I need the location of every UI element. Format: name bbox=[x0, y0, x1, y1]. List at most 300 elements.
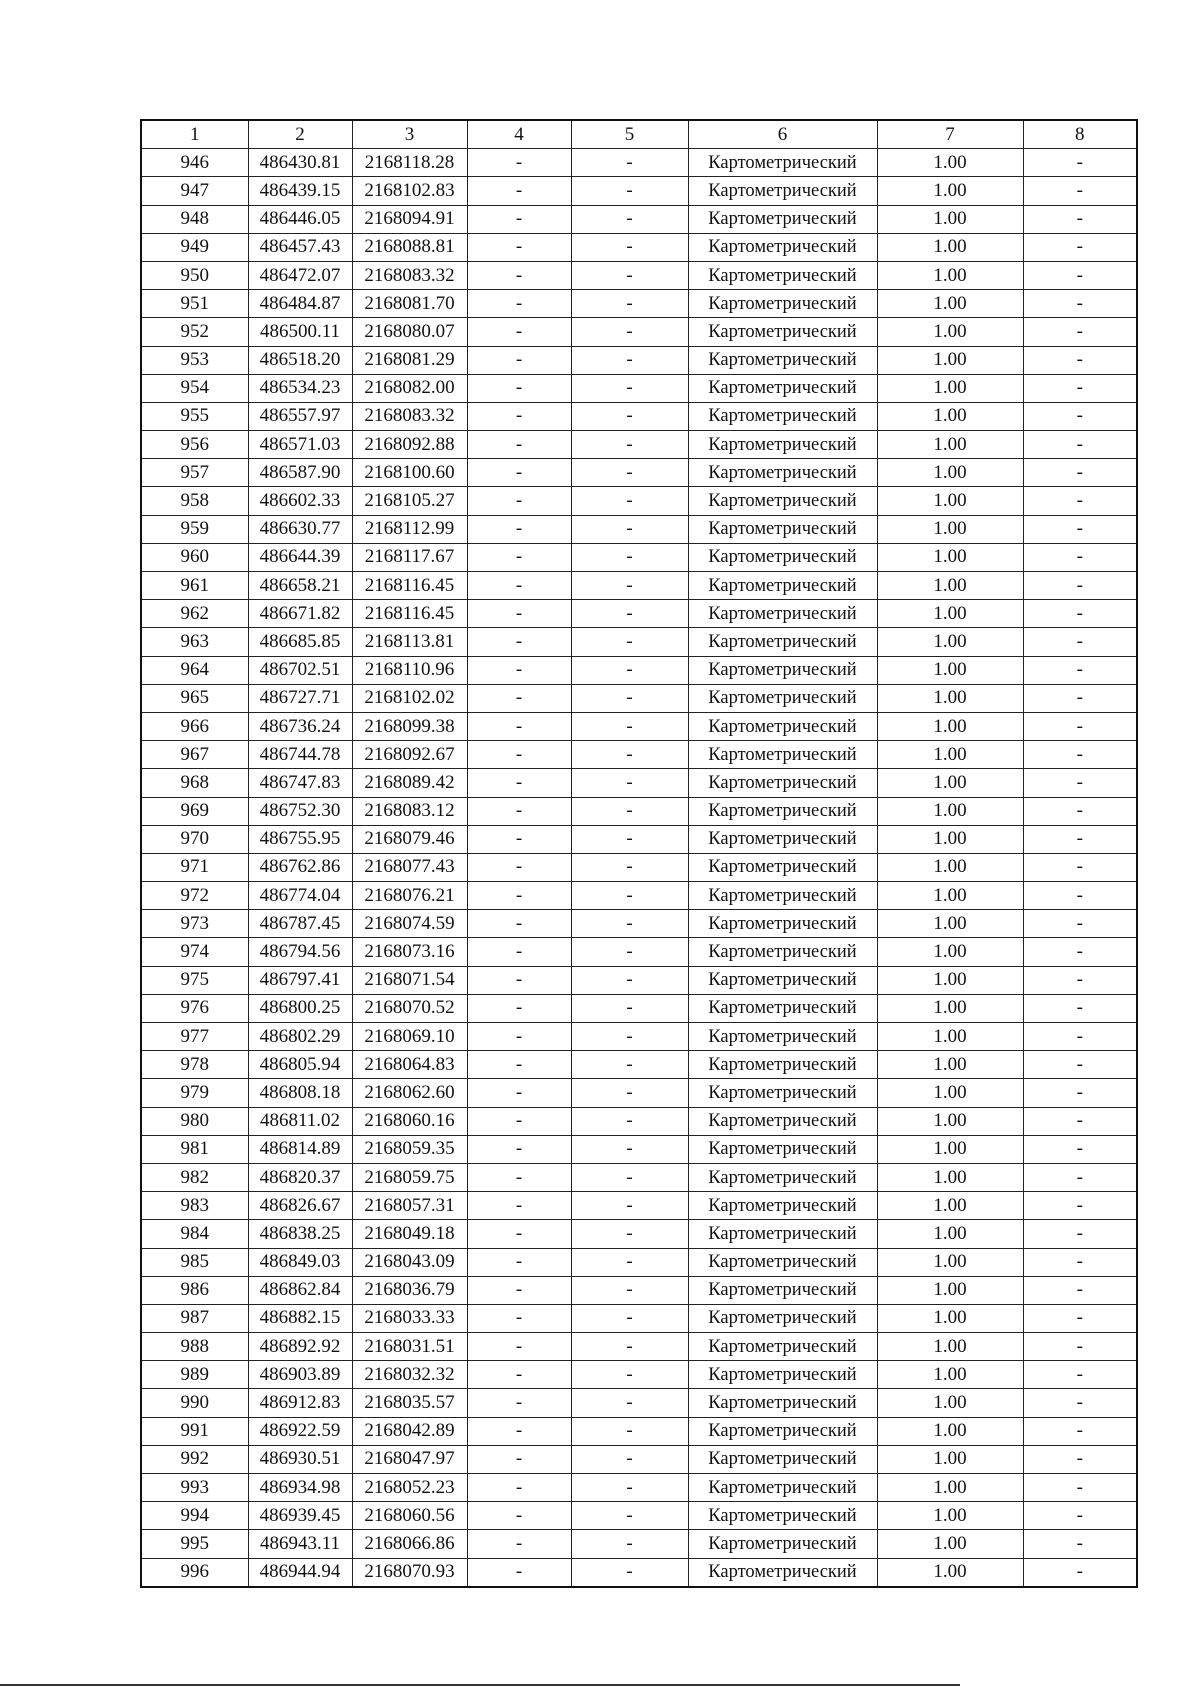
point-number-cell: 946 bbox=[141, 149, 248, 177]
col-8-cell: - bbox=[1023, 1276, 1137, 1304]
accuracy-cell: 1.00 bbox=[877, 1474, 1023, 1502]
point-number-cell: 978 bbox=[141, 1051, 248, 1079]
accuracy-cell: 1.00 bbox=[877, 741, 1023, 769]
x-coordinate-cell: 486472.07 bbox=[248, 261, 352, 289]
col-4-cell: - bbox=[467, 825, 571, 853]
accuracy-cell: 1.00 bbox=[877, 543, 1023, 571]
x-coordinate-cell: 486912.83 bbox=[248, 1389, 352, 1417]
method-cell: Картометрический bbox=[688, 938, 877, 966]
y-coordinate-cell: 2168073.16 bbox=[352, 938, 467, 966]
method-cell: Картометрический bbox=[688, 374, 877, 402]
accuracy-cell: 1.00 bbox=[877, 1530, 1023, 1558]
point-number-cell: 990 bbox=[141, 1389, 248, 1417]
y-coordinate-cell: 2168079.46 bbox=[352, 825, 467, 853]
table-row bbox=[141, 318, 1137, 346]
accuracy-cell: 1.00 bbox=[877, 1276, 1023, 1304]
point-number-cell: 969 bbox=[141, 797, 248, 825]
col-8-cell: - bbox=[1023, 402, 1137, 430]
col-5-cell: - bbox=[571, 346, 688, 374]
col-5-cell: - bbox=[571, 1051, 688, 1079]
col-4-cell: - bbox=[467, 938, 571, 966]
point-number-cell: 948 bbox=[141, 205, 248, 233]
point-number-cell: 970 bbox=[141, 825, 248, 853]
table-row bbox=[141, 1107, 1137, 1135]
x-coordinate-cell: 486820.37 bbox=[248, 1163, 352, 1191]
table-row bbox=[141, 1248, 1137, 1276]
col-8-cell: - bbox=[1023, 1192, 1137, 1220]
table-row bbox=[141, 177, 1137, 205]
point-number-cell: 994 bbox=[141, 1502, 248, 1530]
x-coordinate-cell: 486602.33 bbox=[248, 487, 352, 515]
point-number-cell: 971 bbox=[141, 853, 248, 881]
col-8-cell: - bbox=[1023, 1361, 1137, 1389]
table-row bbox=[141, 1304, 1137, 1332]
col-5-cell: - bbox=[571, 543, 688, 571]
col-5-cell: - bbox=[571, 1079, 688, 1107]
method-cell: Картометрический bbox=[688, 797, 877, 825]
col-4-cell: - bbox=[467, 1417, 571, 1445]
point-number-cell: 977 bbox=[141, 1023, 248, 1051]
col-8-cell: - bbox=[1023, 177, 1137, 205]
col-4-cell: - bbox=[467, 543, 571, 571]
col-5-cell: - bbox=[571, 797, 688, 825]
col-5-cell: - bbox=[571, 572, 688, 600]
y-coordinate-cell: 2168080.07 bbox=[352, 318, 467, 346]
table-row bbox=[141, 1558, 1137, 1587]
x-coordinate-cell: 486571.03 bbox=[248, 431, 352, 459]
col-5-cell: - bbox=[571, 684, 688, 712]
col-5-cell: - bbox=[571, 1163, 688, 1191]
method-cell: Картометрический bbox=[688, 487, 877, 515]
col-8-cell: - bbox=[1023, 741, 1137, 769]
y-coordinate-cell: 2168076.21 bbox=[352, 882, 467, 910]
col-4-cell: - bbox=[467, 1502, 571, 1530]
col-4-cell: - bbox=[467, 290, 571, 318]
col-5-cell: - bbox=[571, 1220, 688, 1248]
col-4-cell: - bbox=[467, 261, 571, 289]
col-5-cell: - bbox=[571, 1135, 688, 1163]
method-cell: Картометрический bbox=[688, 177, 877, 205]
col-5-cell: - bbox=[571, 515, 688, 543]
col-5-cell: - bbox=[571, 1502, 688, 1530]
y-coordinate-cell: 2168070.93 bbox=[352, 1558, 467, 1587]
point-number-cell: 965 bbox=[141, 684, 248, 712]
header-cell: 3 bbox=[352, 120, 467, 149]
y-coordinate-cell: 2168082.00 bbox=[352, 374, 467, 402]
col-5-cell: - bbox=[571, 853, 688, 881]
table-row bbox=[141, 938, 1137, 966]
point-number-cell: 959 bbox=[141, 515, 248, 543]
accuracy-cell: 1.00 bbox=[877, 825, 1023, 853]
header-cell: 8 bbox=[1023, 120, 1137, 149]
table-row bbox=[141, 149, 1137, 177]
accuracy-cell: 1.00 bbox=[877, 712, 1023, 740]
x-coordinate-cell: 486744.78 bbox=[248, 741, 352, 769]
method-cell: Картометрический bbox=[688, 1445, 877, 1473]
method-cell: Картометрический bbox=[688, 149, 877, 177]
y-coordinate-cell: 2168042.89 bbox=[352, 1417, 467, 1445]
accuracy-cell: 1.00 bbox=[877, 1051, 1023, 1079]
x-coordinate-cell: 486800.25 bbox=[248, 994, 352, 1022]
accuracy-cell: 1.00 bbox=[877, 205, 1023, 233]
col-5-cell: - bbox=[571, 177, 688, 205]
point-number-cell: 956 bbox=[141, 431, 248, 459]
col-8-cell: - bbox=[1023, 346, 1137, 374]
x-coordinate-cell: 486944.94 bbox=[248, 1558, 352, 1587]
point-number-cell: 972 bbox=[141, 882, 248, 910]
point-number-cell: 985 bbox=[141, 1248, 248, 1276]
col-4-cell: - bbox=[467, 1023, 571, 1051]
method-cell: Картометрический bbox=[688, 1474, 877, 1502]
col-4-cell: - bbox=[467, 1220, 571, 1248]
x-coordinate-cell: 486943.11 bbox=[248, 1530, 352, 1558]
x-coordinate-cell: 486903.89 bbox=[248, 1361, 352, 1389]
x-coordinate-cell: 486774.04 bbox=[248, 882, 352, 910]
col-5-cell: - bbox=[571, 459, 688, 487]
method-cell: Картометрический bbox=[688, 853, 877, 881]
x-coordinate-cell: 486518.20 bbox=[248, 346, 352, 374]
col-8-cell: - bbox=[1023, 261, 1137, 289]
x-coordinate-cell: 486727.71 bbox=[248, 684, 352, 712]
point-number-cell: 983 bbox=[141, 1192, 248, 1220]
col-4-cell: - bbox=[467, 656, 571, 684]
y-coordinate-cell: 2168047.97 bbox=[352, 1445, 467, 1473]
y-coordinate-cell: 2168070.52 bbox=[352, 994, 467, 1022]
y-coordinate-cell: 2168074.59 bbox=[352, 910, 467, 938]
col-4-cell: - bbox=[467, 769, 571, 797]
y-coordinate-cell: 2168094.91 bbox=[352, 205, 467, 233]
point-number-cell: 975 bbox=[141, 966, 248, 994]
col-8-cell: - bbox=[1023, 1417, 1137, 1445]
col-4-cell: - bbox=[467, 149, 571, 177]
col-8-cell: - bbox=[1023, 1220, 1137, 1248]
col-4-cell: - bbox=[467, 882, 571, 910]
point-number-cell: 973 bbox=[141, 910, 248, 938]
point-number-cell: 974 bbox=[141, 938, 248, 966]
method-cell: Картометрический bbox=[688, 431, 877, 459]
method-cell: Картометрический bbox=[688, 656, 877, 684]
accuracy-cell: 1.00 bbox=[877, 656, 1023, 684]
point-number-cell: 962 bbox=[141, 600, 248, 628]
col-8-cell: - bbox=[1023, 1079, 1137, 1107]
point-number-cell: 951 bbox=[141, 290, 248, 318]
table-row bbox=[141, 1163, 1137, 1191]
table-row bbox=[141, 487, 1137, 515]
table-row bbox=[141, 825, 1137, 853]
col-4-cell: - bbox=[467, 487, 571, 515]
table-row bbox=[141, 797, 1137, 825]
y-coordinate-cell: 2168066.86 bbox=[352, 1530, 467, 1558]
col-8-cell: - bbox=[1023, 1135, 1137, 1163]
header-cell: 4 bbox=[467, 120, 571, 149]
col-4-cell: - bbox=[467, 374, 571, 402]
point-number-cell: 960 bbox=[141, 543, 248, 571]
table-row bbox=[141, 684, 1137, 712]
y-coordinate-cell: 2168083.12 bbox=[352, 797, 467, 825]
col-4-cell: - bbox=[467, 966, 571, 994]
col-5-cell: - bbox=[571, 431, 688, 459]
col-8-cell: - bbox=[1023, 825, 1137, 853]
accuracy-cell: 1.00 bbox=[877, 938, 1023, 966]
x-coordinate-cell: 486702.51 bbox=[248, 656, 352, 684]
point-number-cell: 988 bbox=[141, 1333, 248, 1361]
table-row bbox=[141, 910, 1137, 938]
accuracy-cell: 1.00 bbox=[877, 1248, 1023, 1276]
x-coordinate-cell: 486797.41 bbox=[248, 966, 352, 994]
col-8-cell: - bbox=[1023, 600, 1137, 628]
col-4-cell: - bbox=[467, 1389, 571, 1417]
x-coordinate-cell: 486752.30 bbox=[248, 797, 352, 825]
x-coordinate-cell: 486534.23 bbox=[248, 374, 352, 402]
col-4-cell: - bbox=[467, 205, 571, 233]
x-coordinate-cell: 486939.45 bbox=[248, 1502, 352, 1530]
point-number-cell: 979 bbox=[141, 1079, 248, 1107]
col-5-cell: - bbox=[571, 1445, 688, 1473]
accuracy-cell: 1.00 bbox=[877, 797, 1023, 825]
col-4-cell: - bbox=[467, 1558, 571, 1587]
x-coordinate-cell: 486862.84 bbox=[248, 1276, 352, 1304]
method-cell: Картометрический bbox=[688, 712, 877, 740]
method-cell: Картометрический bbox=[688, 346, 877, 374]
col-4-cell: - bbox=[467, 853, 571, 881]
col-5-cell: - bbox=[571, 769, 688, 797]
col-8-cell: - bbox=[1023, 1445, 1137, 1473]
method-cell: Картометрический bbox=[688, 1192, 877, 1220]
col-8-cell: - bbox=[1023, 1530, 1137, 1558]
col-4-cell: - bbox=[467, 712, 571, 740]
y-coordinate-cell: 2168031.51 bbox=[352, 1333, 467, 1361]
col-5-cell: - bbox=[571, 402, 688, 430]
col-5-cell: - bbox=[571, 600, 688, 628]
point-number-cell: 996 bbox=[141, 1558, 248, 1587]
y-coordinate-cell: 2168059.75 bbox=[352, 1163, 467, 1191]
table-row bbox=[141, 656, 1137, 684]
accuracy-cell: 1.00 bbox=[877, 882, 1023, 910]
col-5-cell: - bbox=[571, 1558, 688, 1587]
accuracy-cell: 1.00 bbox=[877, 487, 1023, 515]
accuracy-cell: 1.00 bbox=[877, 1361, 1023, 1389]
accuracy-cell: 1.00 bbox=[877, 853, 1023, 881]
accuracy-cell: 1.00 bbox=[877, 177, 1023, 205]
col-4-cell: - bbox=[467, 1333, 571, 1361]
x-coordinate-cell: 486814.89 bbox=[248, 1135, 352, 1163]
accuracy-cell: 1.00 bbox=[877, 1079, 1023, 1107]
y-coordinate-cell: 2168071.54 bbox=[352, 966, 467, 994]
col-8-cell: - bbox=[1023, 882, 1137, 910]
x-coordinate-cell: 486762.86 bbox=[248, 853, 352, 881]
method-cell: Картометрический bbox=[688, 1530, 877, 1558]
col-4-cell: - bbox=[467, 910, 571, 938]
header-cell: 5 bbox=[571, 120, 688, 149]
col-8-cell: - bbox=[1023, 290, 1137, 318]
col-5-cell: - bbox=[571, 205, 688, 233]
x-coordinate-cell: 486794.56 bbox=[248, 938, 352, 966]
col-4-cell: - bbox=[467, 1079, 571, 1107]
header-cell: 7 bbox=[877, 120, 1023, 149]
accuracy-cell: 1.00 bbox=[877, 684, 1023, 712]
y-coordinate-cell: 2168049.18 bbox=[352, 1220, 467, 1248]
x-coordinate-cell: 486882.15 bbox=[248, 1304, 352, 1332]
table-row bbox=[141, 1389, 1137, 1417]
table-row bbox=[141, 431, 1137, 459]
point-number-cell: 995 bbox=[141, 1530, 248, 1558]
table-row bbox=[141, 994, 1137, 1022]
y-coordinate-cell: 2168033.33 bbox=[352, 1304, 467, 1332]
method-cell: Картометрический bbox=[688, 910, 877, 938]
x-coordinate-cell: 486892.92 bbox=[248, 1333, 352, 1361]
accuracy-cell: 1.00 bbox=[877, 1445, 1023, 1473]
method-cell: Картометрический bbox=[688, 1276, 877, 1304]
point-number-cell: 992 bbox=[141, 1445, 248, 1473]
col-5-cell: - bbox=[571, 1107, 688, 1135]
method-cell: Картометрический bbox=[688, 1248, 877, 1276]
method-cell: Картометрический bbox=[688, 1220, 877, 1248]
col-4-cell: - bbox=[467, 1107, 571, 1135]
table-header bbox=[141, 120, 1137, 149]
col-8-cell: - bbox=[1023, 712, 1137, 740]
table-row bbox=[141, 1192, 1137, 1220]
table-row bbox=[141, 1023, 1137, 1051]
header-cell: 6 bbox=[688, 120, 877, 149]
method-cell: Картометрический bbox=[688, 233, 877, 261]
table-row bbox=[141, 515, 1137, 543]
col-4-cell: - bbox=[467, 1445, 571, 1473]
table-row bbox=[141, 628, 1137, 656]
col-8-cell: - bbox=[1023, 1248, 1137, 1276]
header-cell: 2 bbox=[248, 120, 352, 149]
point-number-cell: 980 bbox=[141, 1107, 248, 1135]
col-4-cell: - bbox=[467, 515, 571, 543]
accuracy-cell: 1.00 bbox=[877, 600, 1023, 628]
x-coordinate-cell: 486849.03 bbox=[248, 1248, 352, 1276]
method-cell: Картометрический bbox=[688, 741, 877, 769]
accuracy-cell: 1.00 bbox=[877, 1107, 1023, 1135]
coordinates-table bbox=[140, 119, 1138, 1588]
col-4-cell: - bbox=[467, 346, 571, 374]
col-4-cell: - bbox=[467, 1051, 571, 1079]
col-8-cell: - bbox=[1023, 769, 1137, 797]
y-coordinate-cell: 2168077.43 bbox=[352, 853, 467, 881]
method-cell: Картометрический bbox=[688, 402, 877, 430]
y-coordinate-cell: 2168060.16 bbox=[352, 1107, 467, 1135]
y-coordinate-cell: 2168060.56 bbox=[352, 1502, 467, 1530]
col-5-cell: - bbox=[571, 1276, 688, 1304]
y-coordinate-cell: 2168102.02 bbox=[352, 684, 467, 712]
accuracy-cell: 1.00 bbox=[877, 910, 1023, 938]
method-cell: Картометрический bbox=[688, 1502, 877, 1530]
point-number-cell: 950 bbox=[141, 261, 248, 289]
col-4-cell: - bbox=[467, 572, 571, 600]
table-row bbox=[141, 1333, 1137, 1361]
point-number-cell: 955 bbox=[141, 402, 248, 430]
col-8-cell: - bbox=[1023, 1389, 1137, 1417]
x-coordinate-cell: 486747.83 bbox=[248, 769, 352, 797]
col-5-cell: - bbox=[571, 233, 688, 261]
accuracy-cell: 1.00 bbox=[877, 1333, 1023, 1361]
col-5-cell: - bbox=[571, 149, 688, 177]
x-coordinate-cell: 486826.67 bbox=[248, 1192, 352, 1220]
accuracy-cell: 1.00 bbox=[877, 1558, 1023, 1587]
accuracy-cell: 1.00 bbox=[877, 318, 1023, 346]
point-number-cell: 982 bbox=[141, 1163, 248, 1191]
col-5-cell: - bbox=[571, 910, 688, 938]
point-number-cell: 963 bbox=[141, 628, 248, 656]
col-8-cell: - bbox=[1023, 1107, 1137, 1135]
x-coordinate-cell: 486439.15 bbox=[248, 177, 352, 205]
table-row bbox=[141, 205, 1137, 233]
accuracy-cell: 1.00 bbox=[877, 402, 1023, 430]
col-4-cell: - bbox=[467, 628, 571, 656]
accuracy-cell: 1.00 bbox=[877, 233, 1023, 261]
point-number-cell: 949 bbox=[141, 233, 248, 261]
method-cell: Картометрический bbox=[688, 261, 877, 289]
col-5-cell: - bbox=[571, 1333, 688, 1361]
table-row bbox=[141, 374, 1137, 402]
col-8-cell: - bbox=[1023, 938, 1137, 966]
point-number-cell: 991 bbox=[141, 1417, 248, 1445]
col-5-cell: - bbox=[571, 1304, 688, 1332]
col-4-cell: - bbox=[467, 459, 571, 487]
x-coordinate-cell: 486630.77 bbox=[248, 515, 352, 543]
col-8-cell: - bbox=[1023, 1023, 1137, 1051]
table-row bbox=[141, 882, 1137, 910]
table-row bbox=[141, 233, 1137, 261]
col-4-cell: - bbox=[467, 1192, 571, 1220]
y-coordinate-cell: 2168088.81 bbox=[352, 233, 467, 261]
accuracy-cell: 1.00 bbox=[877, 769, 1023, 797]
point-number-cell: 958 bbox=[141, 487, 248, 515]
col-5-cell: - bbox=[571, 938, 688, 966]
col-4-cell: - bbox=[467, 684, 571, 712]
col-5-cell: - bbox=[571, 628, 688, 656]
accuracy-cell: 1.00 bbox=[877, 515, 1023, 543]
table-row bbox=[141, 1417, 1137, 1445]
method-cell: Картометрический bbox=[688, 769, 877, 797]
method-cell: Картометрический bbox=[688, 966, 877, 994]
point-number-cell: 954 bbox=[141, 374, 248, 402]
col-8-cell: - bbox=[1023, 910, 1137, 938]
col-5-cell: - bbox=[571, 1361, 688, 1389]
table-row bbox=[141, 1276, 1137, 1304]
table-row bbox=[141, 741, 1137, 769]
y-coordinate-cell: 2168118.28 bbox=[352, 149, 467, 177]
x-coordinate-cell: 486500.11 bbox=[248, 318, 352, 346]
accuracy-cell: 1.00 bbox=[877, 1389, 1023, 1417]
col-4-cell: - bbox=[467, 431, 571, 459]
table-row bbox=[141, 261, 1137, 289]
method-cell: Картометрический bbox=[688, 515, 877, 543]
y-coordinate-cell: 2168105.27 bbox=[352, 487, 467, 515]
x-coordinate-cell: 486736.24 bbox=[248, 712, 352, 740]
point-number-cell: 989 bbox=[141, 1361, 248, 1389]
col-5-cell: - bbox=[571, 882, 688, 910]
col-4-cell: - bbox=[467, 233, 571, 261]
x-coordinate-cell: 486805.94 bbox=[248, 1051, 352, 1079]
col-5-cell: - bbox=[571, 261, 688, 289]
point-number-cell: 947 bbox=[141, 177, 248, 205]
y-coordinate-cell: 2168081.29 bbox=[352, 346, 467, 374]
col-8-cell: - bbox=[1023, 628, 1137, 656]
col-5-cell: - bbox=[571, 741, 688, 769]
accuracy-cell: 1.00 bbox=[877, 1135, 1023, 1163]
col-8-cell: - bbox=[1023, 572, 1137, 600]
col-8-cell: - bbox=[1023, 797, 1137, 825]
accuracy-cell: 1.00 bbox=[877, 1417, 1023, 1445]
accuracy-cell: 1.00 bbox=[877, 1304, 1023, 1332]
col-8-cell: - bbox=[1023, 1558, 1137, 1587]
table-row bbox=[141, 1220, 1137, 1248]
col-8-cell: - bbox=[1023, 1051, 1137, 1079]
